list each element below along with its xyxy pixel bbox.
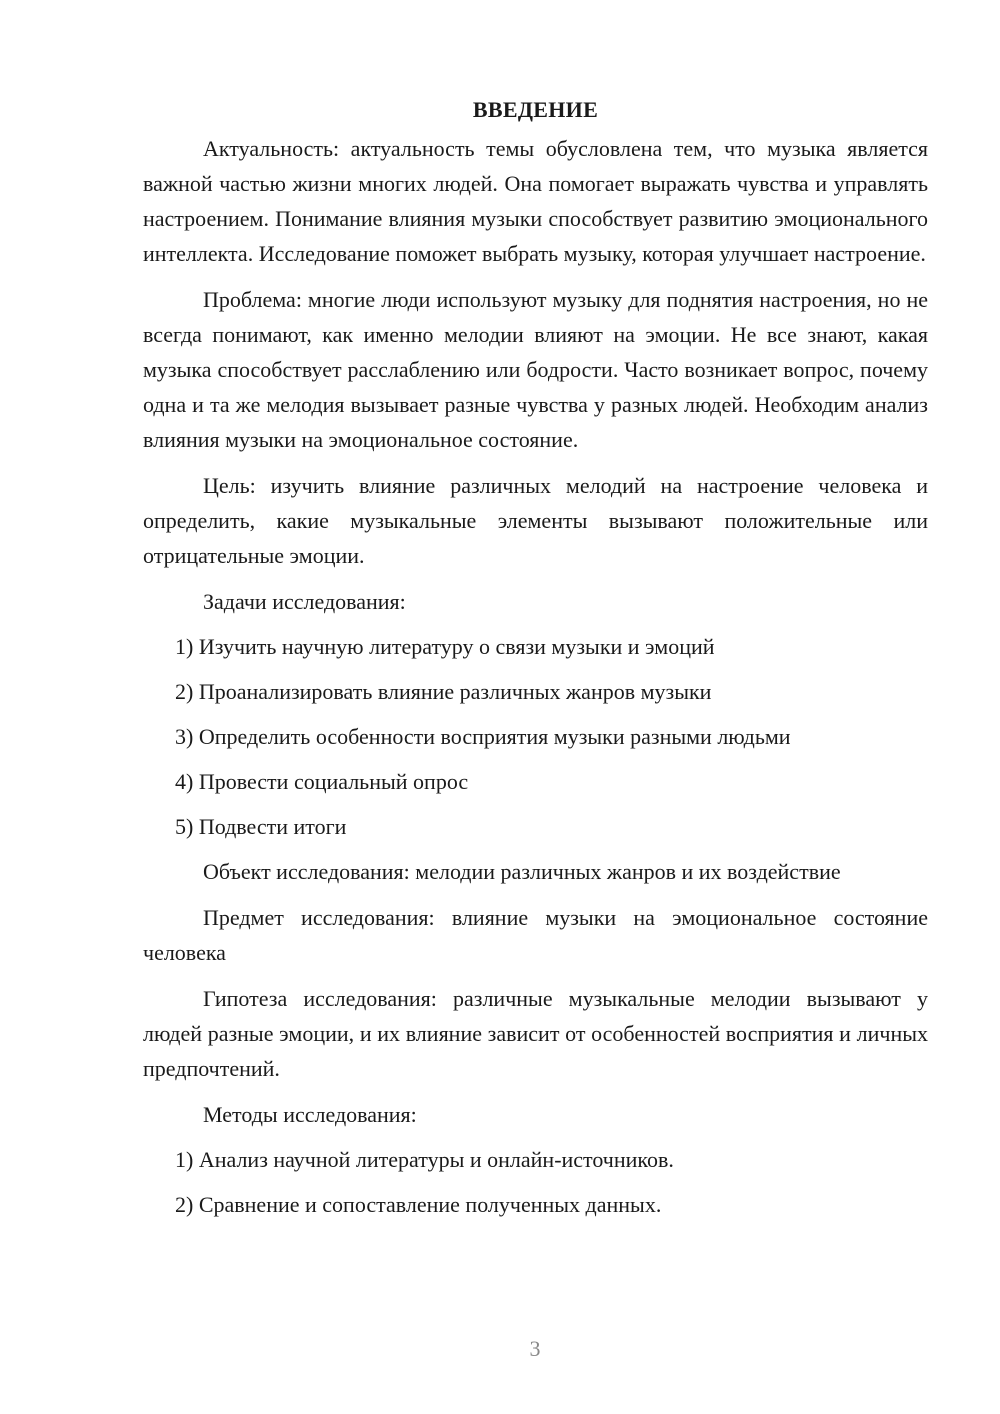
tasks-list <box>143 629 928 844</box>
paragraph-goal: Цель: изучить влияние различных мелодий на настроение человека и определить, какие музыкальные элементы вызывают положительные или отрицательные эмоции. <box>143 473 928 568</box>
tasks-heading: Задачи исследования: <box>203 589 406 614</box>
paragraph-relevance: Актуальность: актуальность темы обусловлена тем, что музыка является важной частью жизни многих людей. Она помогает выражать чувства и управлять настроением. Понимание влияния музыки способствует развитию эмоционального интеллекта. Исследование поможет выбрать музыку, которая улучшает настроение. <box>143 136 928 266</box>
list-item: 1) Изучить научную литературу о связи музыки и эмоций <box>175 634 715 659</box>
list-item: 2) Проанализировать влияние различных жанров музыки <box>175 679 712 704</box>
paragraph-problem: Проблема: многие люди используют музыку для поднятия настроения, но не всегда понимают, как именно мелодии влияют на эмоции. Не все знают, какая музыка способствует расслаблению или бодрости. Часто возникает вопрос, почему одна и та же мелодия вызывает разные чувства у разных людей. Необходим анализ влияния музыки на эмоциональное состояние. <box>143 287 928 452</box>
methods-list <box>143 1142 928 1222</box>
paragraph-hypothesis: Гипотеза исследования: различные музыкальные мелодии вызывают у людей разные эмоции, и их влияние зависит от особенностей восприятия и личных предпочтений. <box>143 986 928 1081</box>
document-body <box>143 92 928 1232</box>
page-number: 3 <box>529 1336 541 1361</box>
section-title: ВВЕДЕНИЕ <box>472 97 599 122</box>
list-item: 3) Определить особенности восприятия музыки разными людьми <box>175 724 791 749</box>
paragraph-object: Объект исследования: мелодии различных жанров и их воздействие <box>203 859 841 884</box>
list-item: 2) Сравнение и сопоставление полученных данных. <box>175 1192 662 1217</box>
list-item: 5) Подвести итоги <box>175 814 347 839</box>
list-item: 4) Провести социальный опрос <box>175 769 469 794</box>
list-item: 1) Анализ научной литературы и онлайн-источников. <box>175 1147 674 1172</box>
paragraph-subject: Предмет исследования: влияние музыки на эмоциональное состояние человека <box>143 905 928 965</box>
methods-heading: Методы исследования: <box>203 1102 417 1127</box>
